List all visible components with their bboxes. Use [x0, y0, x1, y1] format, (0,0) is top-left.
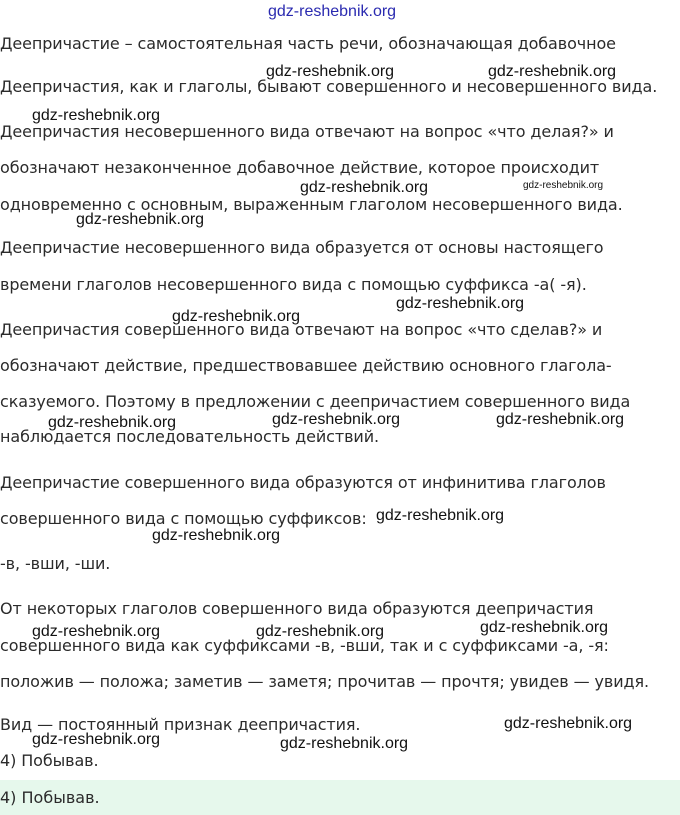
- text-line: сказуемого. Поэтому в предложении с деепричастием совершенного вида: [0, 392, 631, 411]
- answer-text: 4) Побывав.: [0, 788, 100, 807]
- text-line: Деепричастия, как и глаголы, бывают совершенного и несовершенного вида.: [0, 77, 658, 96]
- text-line: времени глаголов несовершенного вида с помощью суффикса -а( -я).: [0, 275, 587, 294]
- text-line: Деепричастия несовершенного вида отвечают на вопрос «что делая?» и: [0, 122, 614, 141]
- watermark-text: gdz-reshebnik.org: [396, 295, 525, 312]
- watermark-text: gdz-reshebnik.org: [152, 527, 281, 544]
- watermark-text: gdz-reshebnik.org: [172, 308, 301, 325]
- text-line: одновременно с основным, выраженным глаголом несовершенного вида.: [0, 195, 623, 214]
- watermark-text: gdz-reshebnik.org: [256, 623, 385, 640]
- text-line: От некоторых глаголов совершенного вида образуются деепричастия: [0, 599, 594, 618]
- watermark-text: gdz-reshebnik.org: [32, 731, 161, 748]
- watermark-text: gdz-reshebnik.org: [32, 107, 161, 124]
- watermark-text: gdz-reshebnik.org: [266, 63, 395, 80]
- text-line: 4) Побывав.: [0, 751, 99, 770]
- watermark-text: gdz-reshebnik.org: [32, 623, 161, 640]
- text-line: совершенного вида как суффиксами -в, -вши, так и с суффиксами -а, -я:: [0, 636, 609, 655]
- watermark-text: gdz-reshebnik.org: [488, 63, 617, 80]
- watermark-text: gdz-reshebnik.org: [504, 715, 633, 732]
- text-line: положив — положа; заметив — заметя; прочитав — прочтя; увидев — увидя.: [0, 672, 649, 691]
- watermark-text: gdz-reshebnik.org: [280, 735, 409, 752]
- watermark-text: gdz-reshebnik.org: [268, 3, 397, 20]
- watermark-text: gdz-reshebnik.org: [523, 180, 604, 191]
- text-line: Деепричастия совершенного вида отвечают на вопрос «что сделав?» и: [0, 320, 603, 339]
- answer-highlight: [0, 780, 680, 815]
- text-line: наблюдается последовательность действий.: [0, 427, 380, 446]
- watermark-text: gdz-reshebnik.org: [300, 179, 429, 196]
- text-line: обозначают действие, предшествовавшее действию основного глагола-: [0, 356, 612, 375]
- watermark-text: gdz-reshebnik.org: [272, 411, 401, 428]
- text-line: Деепричастие совершенного вида образуются от инфинитива глаголов: [0, 473, 606, 492]
- watermark-text: gdz-reshebnik.org: [496, 411, 625, 428]
- text-line: Вид — постоянный признак деепричастия.: [0, 715, 361, 734]
- text-line: Деепричастие несовершенного вида образуется от основы настоящего: [0, 238, 604, 257]
- watermark-text: gdz-reshebnik.org: [76, 211, 205, 228]
- watermark-text: gdz-reshebnik.org: [376, 507, 505, 524]
- watermark-text: gdz-reshebnik.org: [480, 619, 609, 636]
- text-line: обозначают незаконченное добавочное действие, которое происходит: [0, 158, 600, 177]
- watermark-text: gdz-reshebnik.org: [48, 414, 177, 431]
- text-line: совершенного вида с помощью суффиксов:: [0, 509, 367, 528]
- text-line: -в, -вши, -ши.: [0, 554, 111, 573]
- text-line: Деепричастие – самостоятельная часть речи, обозначающая добавочное: [0, 34, 616, 53]
